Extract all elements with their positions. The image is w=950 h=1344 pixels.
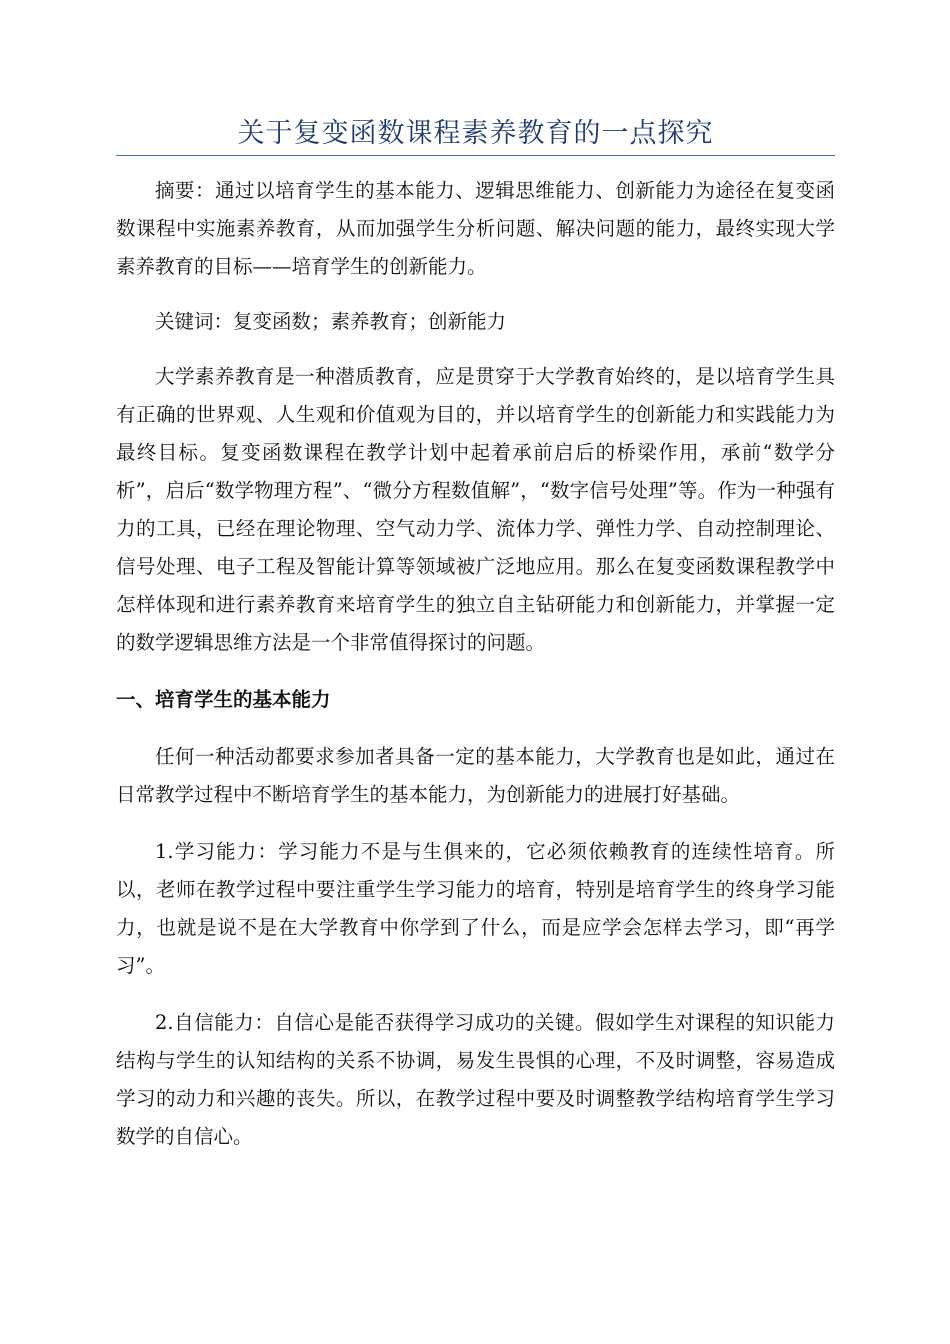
abstract-paragraph: 摘要：通过以培育学生的基本能力、逻辑思维能力、创新能力为途径在复变函数课程中实施素养教育，从而加强学生分析问题、解决问题的能力，最终实现大学素养教育的目标——培育学生的创新能力。 bbox=[116, 179, 835, 278]
keywords-paragraph: 关键词：复变函数；素养教育；创新能力 bbox=[155, 310, 507, 333]
section-lead-paragraph: 任何一种活动都要求参加者具备一定的基本能力，大学教育也是如此，通过在日常教学过程中不断培育学生的基本能力，为创新能力的进展打好基础。 bbox=[116, 745, 835, 806]
document-body bbox=[116, 172, 835, 1156]
learning-ability-paragraph: 1.学习能力：学习能力不是与生俱来的，它必须依赖教育的连续性培育。所以，老师在教学过程中要注重学生学习能力的培育，特别是培育学生的终身学习能力，也就是说不是在大学教育中你学到了什么，而是应学会怎样去学习，即“再学习”。 bbox=[116, 840, 835, 977]
intro-paragraph: 大学素养教育是一种潜质教育，应是贯穿于大学教育始终的，是以培育学生具有正确的世界观、人生观和价值观为目的，并以培育学生的创新能力和实践能力为最终目标。复变函数课程在教学计划中起着承前启后的桥梁作用，承前“数学分析”，启后“数学物理方程”、“微分方程数值解”，“数字信号处理”等。作为一种强有力的工具，已经在理论物理、空气动力学、流体力学、弹性力学、自动控制理论、信号处理、电子工程及智能计算等领域被广泛地应用。那么在复变函数课程教学中怎样体现和进行素养教育来培育学生的独立自主钻研能力和创新能力，并掌握一定的数学逻辑思维方法是一个非常值得探讨的问题。 bbox=[116, 365, 835, 654]
title-underline bbox=[116, 155, 835, 156]
section-heading: 一、培育学生的基本能力 bbox=[116, 688, 331, 711]
document-title: 关于复变函数课程素养教育的一点探究 bbox=[237, 118, 714, 149]
confidence-ability-paragraph: 2.自信能力：自信心是能否获得学习成功的关键。假如学生对课程的知识能力结构与学生的认知结构的关系不协调，易发生畏惧的心理，不及时调整，容易造成学习的动力和兴趣的丧失。所以，在教学过程中要及时调整教学结构培育学生学习数学的自信心。 bbox=[116, 1011, 835, 1148]
